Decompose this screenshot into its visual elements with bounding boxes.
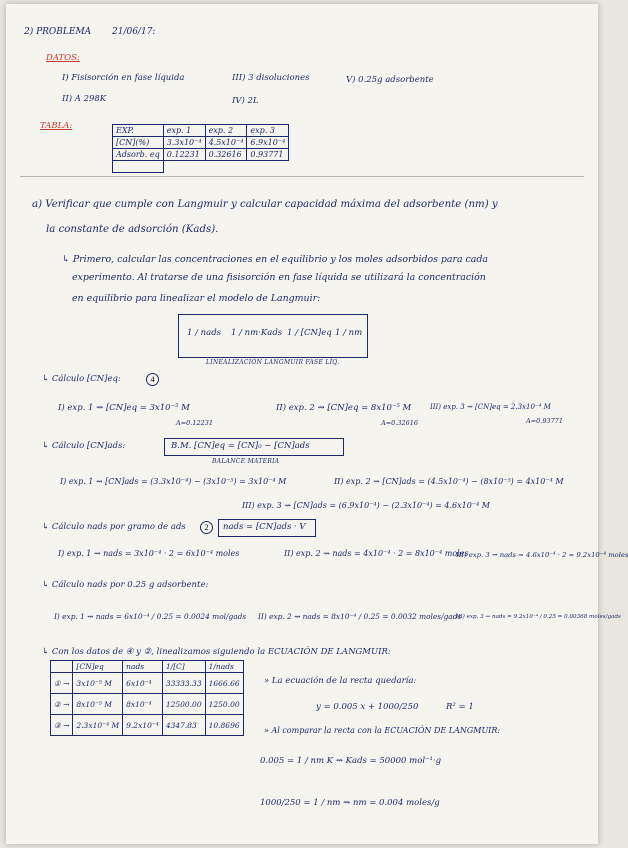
table-cell: 0.32616 (205, 149, 247, 161)
ads-exp-2: II) exp. 2 ⇝ [CN]ads = (4.5x10⁻⁴) − (8x10⁻⁵) = 4x10⁻⁴ M (334, 477, 564, 486)
problem-date: 21/06/17: (112, 27, 156, 37)
langmuir-formula-box (178, 314, 368, 358)
table-cell: 8x10⁻⁵ M (73, 694, 123, 715)
calc-nads-title: ↳ Cálculo nads por gramo de ads (42, 522, 186, 532)
table-header: EXP. (113, 125, 164, 137)
table-header-row (113, 125, 289, 137)
kads-result: 0.005 = 1 / nm K ⇝ Kads = 50000 mol⁻¹·g (260, 756, 442, 766)
nads-exp-2: II) exp. 2 ⇝ nads = 4x10⁻⁴ · 2 = 8x10⁻⁴ moles (284, 549, 469, 558)
formula-right: 1 / nm (335, 328, 363, 338)
table-cell: 10.8696 (205, 715, 243, 736)
eq-exp-1-absorbance: A=0.12231 (176, 419, 214, 427)
table-cell: ② → (51, 694, 73, 715)
calc-ads-title: ↳ Cálculo [CN]ads: (42, 441, 126, 451)
intro-line2: experimento. Al tratarse de una fisisorción en fase líquida se utilizará la concentración (72, 272, 486, 283)
recta-title: » La ecuación de la recta quedaría: (264, 676, 417, 686)
dato-item-3: III) 3 disoluciones (232, 73, 310, 83)
table-row (113, 137, 289, 149)
intro-line3: en equilibrio para linealizar el modelo de Langmuir: (72, 293, 321, 304)
calc-nads-g-title: ↳ Cálculo nads por 0.25 g adsorbente: (42, 580, 209, 590)
nads-g-exp-1: I) exp. 1 ⇝ nads = 6x10⁻⁴ / 0.25 = 0.0024 mol/gads (54, 612, 247, 621)
table-header: [CN]eq (73, 661, 123, 673)
table-cell: 8x10⁻⁴ (123, 694, 163, 715)
nm-result: 1000/250 = 1 / nm ⇝ nm = 0.004 moles/g (260, 798, 440, 808)
table-header: 1/[C] (162, 661, 205, 673)
table-cell: 33333.33 (162, 673, 205, 694)
notebook-page (6, 4, 628, 844)
table-header: exp. 1 (163, 125, 205, 137)
eq-exp-2-absorbance: A=0.32616 (381, 419, 419, 427)
ads-exp-3: III) exp. 3 ⇝ [CN]ads = (6.9x10⁻⁴) − (2.3x10⁻⁴) = 4.6x10⁻⁴ M (242, 501, 490, 510)
table-cell: 2.3x10⁻⁴ M (73, 715, 123, 736)
dato-item-1: I) Fisisorción en fase líquida (62, 73, 185, 83)
table-cell: 4.5x10⁻⁴ (205, 137, 247, 149)
formula-caption: LINEALIZACIÓN LANGMUIR FASE LÍQ. (206, 359, 340, 366)
table-cell: 3.3x10⁻⁴ (163, 137, 205, 149)
table-cell: 1666.66 (205, 673, 243, 694)
nads-formula-box (218, 519, 316, 537)
table-cell: 4347.83 (162, 715, 205, 736)
question-a-line2: la constante de adsorción (Kads). (46, 224, 219, 235)
table-cell: 3x10⁻⁵ M (73, 673, 123, 694)
nads-exp-3: III) exp. 3 ⇝ nads = 4.6x10⁻⁴ · 2 = 9.2x10⁻⁴ moles (456, 551, 628, 559)
table-cell: ① → (51, 673, 73, 694)
linealization-table (50, 660, 244, 736)
step-marker: 2 (200, 521, 213, 534)
divider (20, 176, 584, 177)
eq-exp-3: III) exp. 3 ⇝ [CN]eq = 2.3x10⁻⁴ M (430, 403, 551, 411)
table-header: exp. 3 (247, 125, 289, 137)
step-marker: 4 (146, 373, 159, 386)
table-header: 1/nads (205, 661, 243, 673)
dato-item-5: V) 0.25g adsorbente (346, 75, 434, 85)
eq-exp-2: II) exp. 2 ⇝ [CN]eq = 8x10⁻⁵ M (276, 403, 412, 413)
table-cell: 6.9x10⁻⁴ (247, 137, 289, 149)
recta-equation: y = 0.005 x + 1000/250 (316, 702, 419, 712)
table-row (113, 161, 289, 173)
table-row (51, 715, 244, 736)
formula-term-2: 1 / [CN]eq (287, 328, 332, 338)
nads-g-exp-2: II) exp. 2 ⇝ nads = 8x10⁻⁴ / 0.25 = 0.0032 moles/gads (258, 612, 462, 621)
eq-exp-1: I) exp. 1 ⇝ [CN]eq = 3x10⁻⁵ M (58, 403, 190, 413)
r-squared: R² = 1 (446, 702, 474, 712)
table-header: nads (123, 661, 163, 673)
table-row (113, 149, 289, 161)
table-row (51, 694, 244, 715)
calc-eq-title: ↳ Cálculo [CN]eq: (42, 374, 121, 384)
formula-term-1: 1 / nm·Kads (231, 328, 283, 338)
question-a-line1: a) Verificar que cumple con Langmuir y calcular capacidad máxima del adsorbente (nm) y (32, 199, 498, 210)
linealizacion-intro: ↳ Con los datos de ④ y ②, linealizamos siguiendo la ECUACIÓN DE LANGMUIR: (42, 647, 391, 657)
mass-balance-formula: B.M. [CN]eq = [CN]₀ − [CN]ads (171, 441, 310, 451)
table-cell: 0.12231 (163, 149, 205, 161)
dato-item-2: II) A 298K (62, 94, 107, 104)
ads-exp-1: I) exp. 1 ⇝ [CN]ads = (3.3x10⁻⁴) − (3x10⁻⁵) = 3x10⁻⁴ M (60, 477, 287, 486)
tabla-title: TABLA: (40, 121, 73, 131)
table-header: exp. 2 (205, 125, 247, 137)
table-cell: 9.2x10⁻⁴ (123, 715, 163, 736)
table-cell: Adsorb. eq (113, 149, 164, 161)
formula-left: 1 / nads (187, 328, 222, 338)
table-row (51, 673, 244, 694)
mass-balance-box (164, 438, 344, 456)
dato-item-4: IV) 2L (232, 96, 259, 106)
table-cell: 6x10⁻⁴ (123, 673, 163, 694)
comparar-title: » Al comparar la recta con la ECUACIÓN DE LANGMUIR: (264, 726, 501, 735)
data-table (112, 124, 289, 173)
datos-title: DATOS: (46, 53, 80, 63)
table-cell: 0.93771 (247, 149, 289, 161)
table-cell: 12500.00 (162, 694, 205, 715)
nads-g-exp-3: III) exp. 3 ⇝ nads = 9.2x10⁻⁴ / 0.25 = 0.00368 moles/gads (456, 614, 621, 620)
table-cell: 1250.00 (205, 694, 243, 715)
table-header (51, 661, 73, 673)
problem-title: 2) PROBLEMA (24, 27, 92, 37)
table-cell: [CN](%) (113, 137, 164, 149)
eq-exp-3-absorbance: A=0.93771 (526, 417, 564, 425)
mass-balance-caption: BALANCE MATERIA (212, 458, 280, 465)
nads-exp-1: I) exp. 1 ⇝ nads = 3x10⁻⁴ · 2 = 6x10⁻⁴ moles (58, 549, 240, 558)
intro-line1: ↳ Primero, calcular las concentraciones en el equilibrio y los moles adsorbidos para cada (62, 254, 488, 265)
table-header-row (51, 661, 244, 673)
table-cell: ③ → (51, 715, 73, 736)
nads-formula: nads = [CN]ads · V (223, 522, 306, 532)
